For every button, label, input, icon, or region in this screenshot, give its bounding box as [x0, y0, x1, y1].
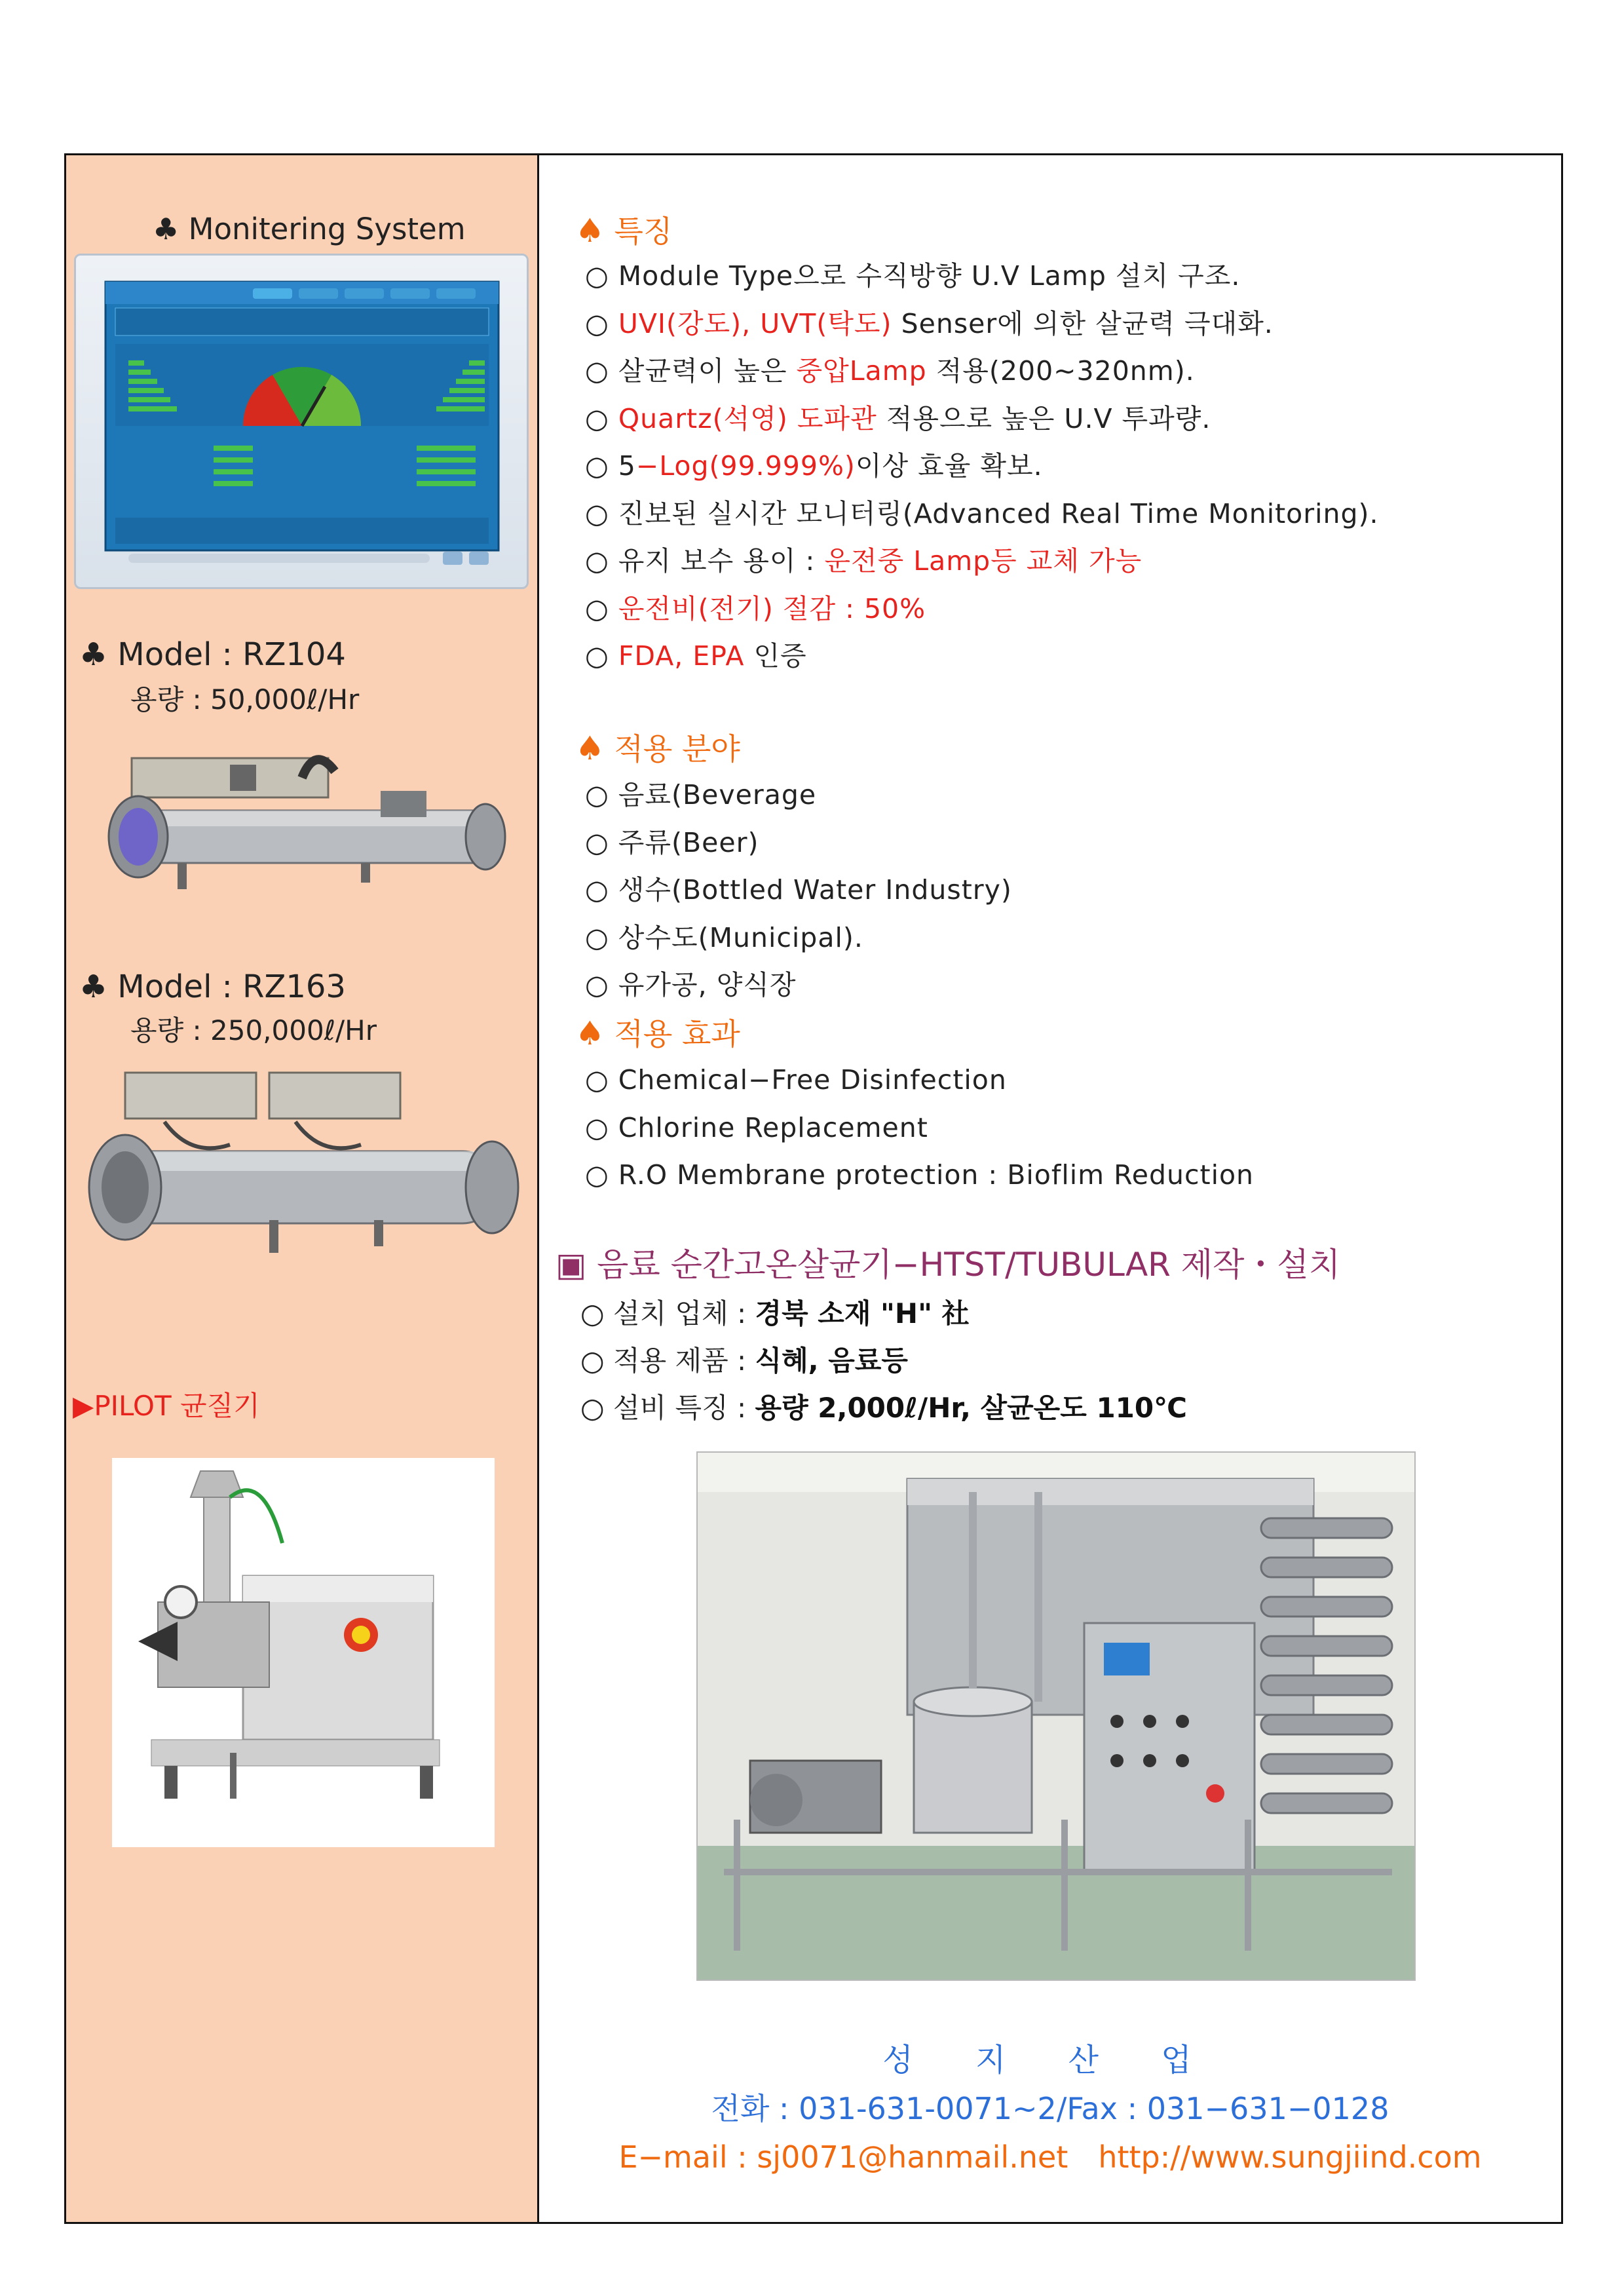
feature-item: [585, 537, 1379, 585]
htst-heading: ▣ 음료 순간고온살균기−HTST/TUBULAR 제작・설치: [556, 1246, 1340, 1284]
application-item: ○ 유가공, 양식장: [585, 969, 797, 1001]
feature-text: 운전비(전기) 절감 : 50%: [618, 592, 926, 624]
effects-list: [585, 1056, 1254, 1199]
htst-detail-row: [580, 1290, 1187, 1337]
feature-text: 적용(200∼320nm).: [926, 355, 1195, 387]
features-heading: ♠ 특징: [575, 212, 673, 250]
htst-details: [580, 1290, 1187, 1432]
company-name: 성 지 산 업: [882, 2042, 1218, 2078]
feature-text: 운전중 Lamp등 교체 가능: [824, 545, 1142, 577]
applications-list: [585, 771, 1012, 1009]
club-icon: ♣: [79, 636, 108, 673]
left-column: [66, 155, 539, 2222]
pilot-homogenizer-image: [112, 1458, 495, 1847]
feature-text: 이상 효율 확보.: [855, 450, 1043, 482]
htst-detail-row: [580, 1337, 1187, 1385]
monitoring-screen-image: [74, 254, 529, 589]
application-item: ○ 음료(Beverage: [585, 779, 817, 811]
email-address[interactable]: E−mail : sj0071@hanmail.net: [618, 2139, 1068, 2175]
contact-line: [539, 2139, 1561, 2175]
applications-heading: ♠ 적용 분야: [575, 729, 740, 767]
club-icon: ♣: [153, 212, 179, 246]
feature-item: [585, 252, 1379, 300]
htst-detail-value: 식혜, 음료등: [755, 1345, 908, 1377]
model1-capacity: 용량 : 50,000ℓ/Hr: [130, 683, 360, 716]
htst-detail-label: ○ 설치 업체 :: [580, 1297, 755, 1330]
htst-equipment-image: [696, 1451, 1416, 1981]
model2-heading: ♣ Model : RZ163: [79, 968, 346, 1005]
htst-detail-label: ○ 적용 제품 :: [580, 1345, 755, 1377]
feature-item: [585, 347, 1379, 395]
effects-heading: ♠ 적용 효과: [575, 1014, 740, 1052]
feature-text: −Log(99.999%): [635, 450, 856, 482]
feature-text: ○: [585, 592, 618, 624]
triangle-right-icon: ▶: [73, 1390, 94, 1422]
right-column: [539, 155, 1561, 2222]
spade-icon: ♠: [575, 212, 605, 250]
feature-text: ○: [585, 307, 618, 339]
feature-item: [585, 585, 1379, 633]
website-link[interactable]: http://www.sungjiind.com: [1098, 2139, 1482, 2175]
feature-item: [585, 300, 1379, 348]
feature-text: UVI(강도), UVT(탁도): [618, 307, 892, 339]
model1-heading: ♣ Model : RZ104: [79, 636, 346, 673]
feature-item: [585, 395, 1379, 443]
rz163-image: [86, 1066, 525, 1263]
feature-text: Quartz(석영) 도파관: [618, 402, 877, 434]
spade-icon: ♠: [575, 1014, 605, 1052]
htst-detail-row: [580, 1385, 1187, 1432]
feature-text: ○ 진보된 실시간 모니터링(Advanced Real Time Monitoring).: [585, 497, 1379, 529]
feature-text: FDA, EPA: [618, 640, 745, 672]
feature-text: ○ Module Type으로 수직방향 U.V Lamp 설치 구조.: [585, 260, 1241, 292]
club-icon: ♣: [79, 968, 108, 1005]
feature-text: ○: [585, 402, 618, 434]
pilot-heading: ▶PILOT 균질기: [73, 1390, 260, 1422]
feature-item: [585, 442, 1379, 490]
application-item: ○ 상수도(Municipal).: [585, 921, 863, 953]
monitoring-heading: ♣ Monitering System: [153, 212, 466, 246]
rz104-image: [99, 732, 525, 896]
model2-capacity: 용량 : 250,000ℓ/Hr: [130, 1014, 377, 1046]
feature-text: 중압Lamp: [796, 355, 927, 387]
feature-item: [585, 632, 1379, 680]
feature-text: 적용으로 높은 U.V 투과량.: [877, 402, 1211, 434]
feature-text: ○ 살균력이 높은: [585, 355, 797, 387]
htst-detail-value: 용량 2,000ℓ/Hr, 살균온도 110℃: [755, 1392, 1187, 1424]
feature-text: Senser에 의한 살균력 극대화.: [892, 307, 1274, 339]
effect-item: ○ Chlorine Replacement: [585, 1111, 928, 1143]
spade-icon: ♠: [575, 729, 605, 767]
square-box-icon: ▣: [556, 1246, 587, 1284]
feature-text: ○ 유지 보수 용이 :: [585, 545, 825, 577]
feature-text: ○ 5: [585, 450, 636, 482]
effect-item: ○ R.O Membrane protection : Bioflim Reduction: [585, 1159, 1255, 1191]
feature-text: 인증: [744, 640, 807, 672]
application-item: ○ 주류(Beer): [585, 826, 759, 858]
page-frame: [64, 153, 1563, 2224]
htst-detail-label: ○ 설비 특징 :: [580, 1392, 755, 1424]
application-item: ○ 생수(Bottled Water Industry): [585, 874, 1012, 906]
htst-detail-value: 경북 소재 "H" 社: [755, 1297, 970, 1330]
effect-item: ○ Chemical−Free Disinfection: [585, 1064, 1007, 1096]
phone-fax: 전화 : 031-631-0071∼2/Fax : 031−631−0128: [711, 2091, 1389, 2126]
features-list: [585, 252, 1379, 680]
feature-item: [585, 490, 1379, 538]
feature-text: ○: [585, 640, 618, 672]
